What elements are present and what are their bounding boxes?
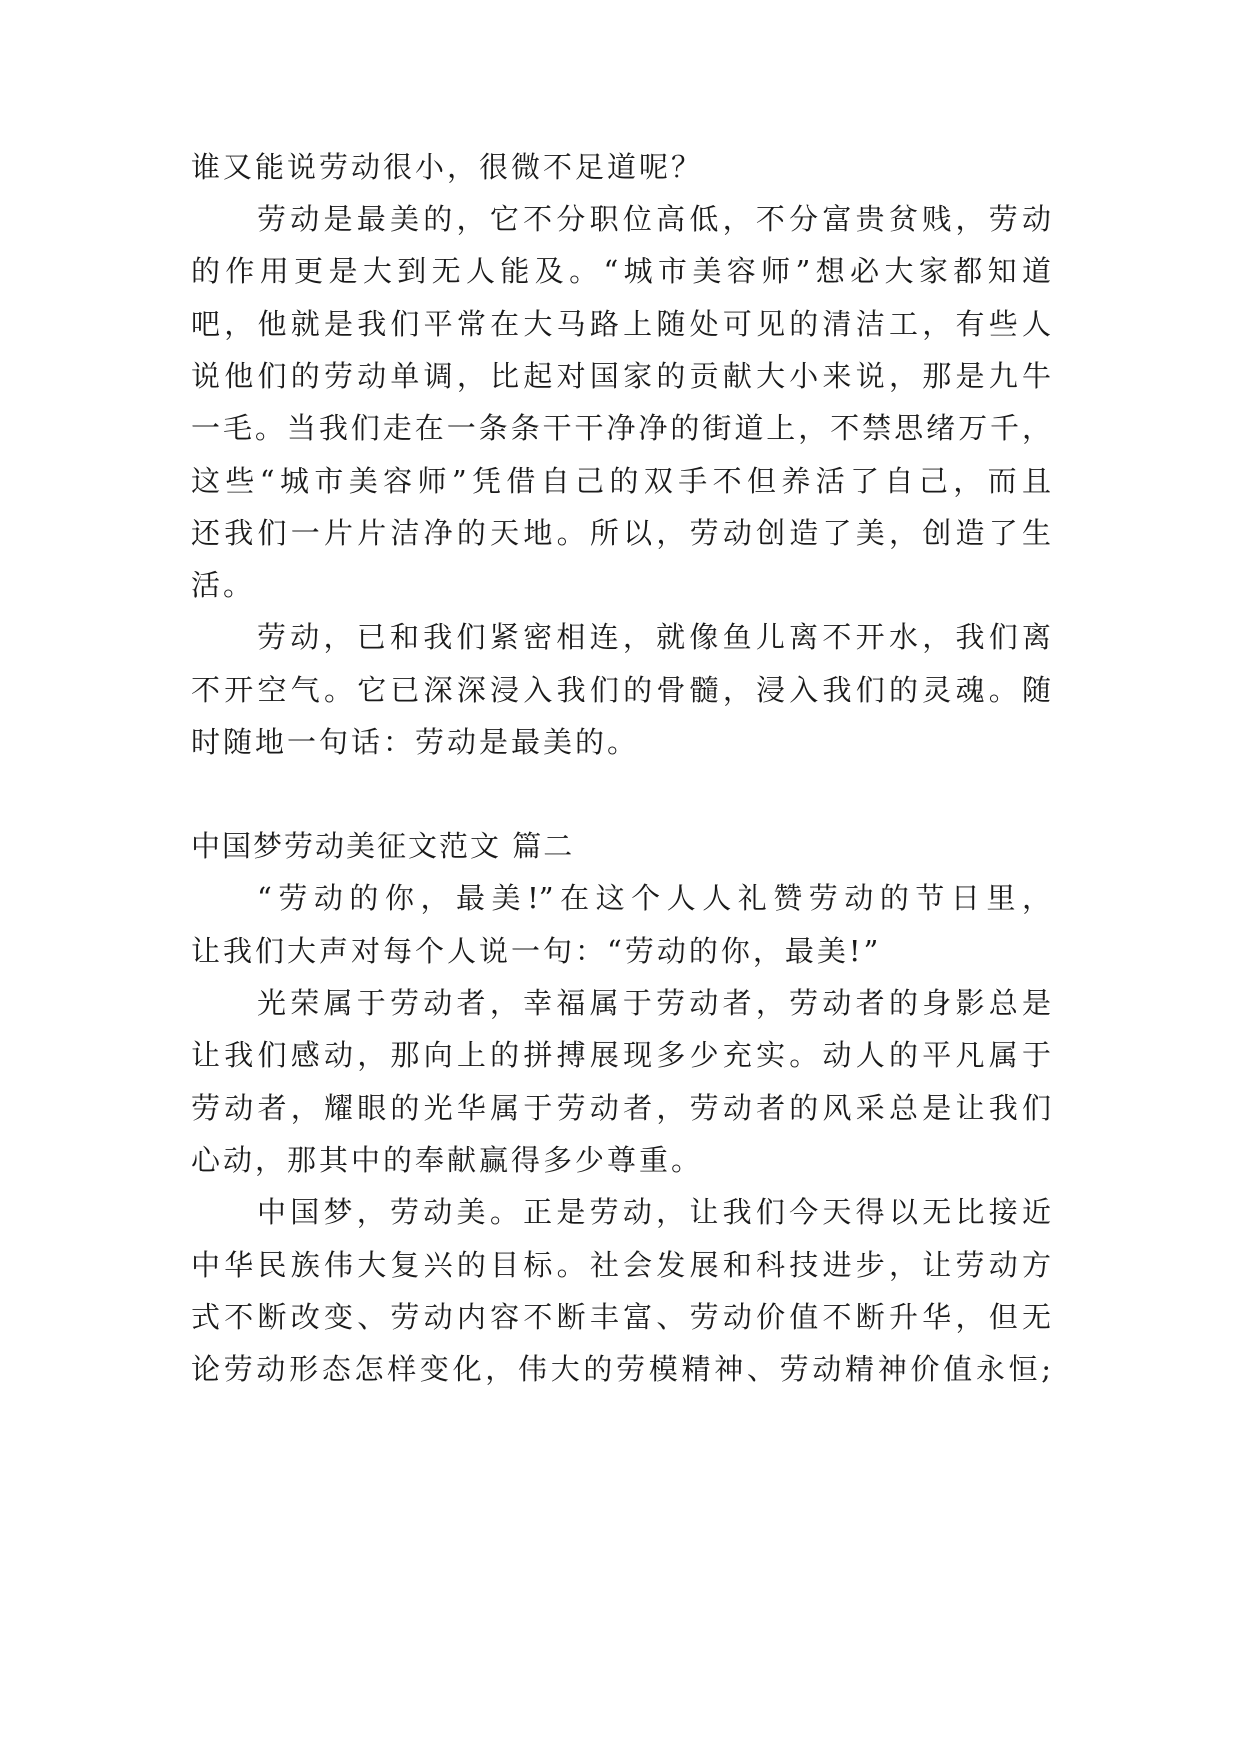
paragraph-line: 这些“城市美容师”凭借自己的双手不但养活了自己，而且: [191, 464, 1051, 498]
paragraph-line: “劳动的你，最美!”在这个人人礼赞劳动的节日里，: [257, 881, 1051, 915]
paragraph-line: 让我们大声对每个人说一句：“劳动的你，最美!”: [191, 934, 882, 968]
paragraph-line: 心动，那其中的奉献赢得多少尊重。: [191, 1143, 704, 1177]
paragraph-line: 一毛。当我们走在一条条干干净净的街道上，不禁思绪万千，: [191, 411, 1051, 445]
paragraph-line: 中华民族伟大复兴的目标。社会发展和科技进步，让劳动方: [191, 1248, 1051, 1282]
paragraph-line: 让我们感动，那向上的拼搏展现多少充实。动人的平凡属于: [191, 1038, 1051, 1072]
paragraph-line: 劳动是最美的，它不分职位高低，不分富贵贫贱，劳动: [257, 202, 1051, 236]
paragraph-line: 中国梦，劳动美。正是劳动，让我们今天得以无比接近: [257, 1195, 1051, 1229]
paragraph-line: 时随地一句话：劳动是最美的。: [191, 725, 640, 759]
paragraph-line: 光荣属于劳动者，幸福属于劳动者，劳动者的身影总是: [257, 986, 1051, 1020]
paragraph-line: 谁又能说劳动很小，很微不足道呢？: [191, 150, 704, 184]
paragraph-line: 的作用更是大到无人能及。“城市美容师”想必大家都知道: [191, 254, 1051, 288]
paragraph-line: 还我们一片片洁净的天地。所以，劳动创造了美，创造了生: [191, 516, 1051, 550]
paragraph-line: 劳动，已和我们紧密相连，就像鱼儿离不开水，我们离: [257, 620, 1051, 654]
paragraph-line: 论劳动形态怎样变化，伟大的劳模精神、劳动精神价值永恒;: [191, 1352, 1051, 1386]
paragraph-line: 吧，他就是我们平常在大马路上随处可见的清洁工，有些人: [191, 307, 1051, 341]
paragraph-line: 劳动者，耀眼的光华属于劳动者，劳动者的风采总是让我们: [191, 1091, 1051, 1125]
section-heading: 中国梦劳动美征文范文 篇二: [191, 829, 575, 863]
paragraph-line: 说他们的劳动单调，比起对国家的贡献大小来说，那是九牛: [191, 359, 1051, 393]
paragraph-line: 式不断改变、劳动内容不断丰富、劳动价值不断升华，但无: [191, 1300, 1051, 1334]
paragraph-line: 活。: [191, 568, 256, 602]
paragraph-line: 不开空气。它已深深浸入我们的骨髓，浸入我们的灵魂。随: [191, 673, 1051, 707]
